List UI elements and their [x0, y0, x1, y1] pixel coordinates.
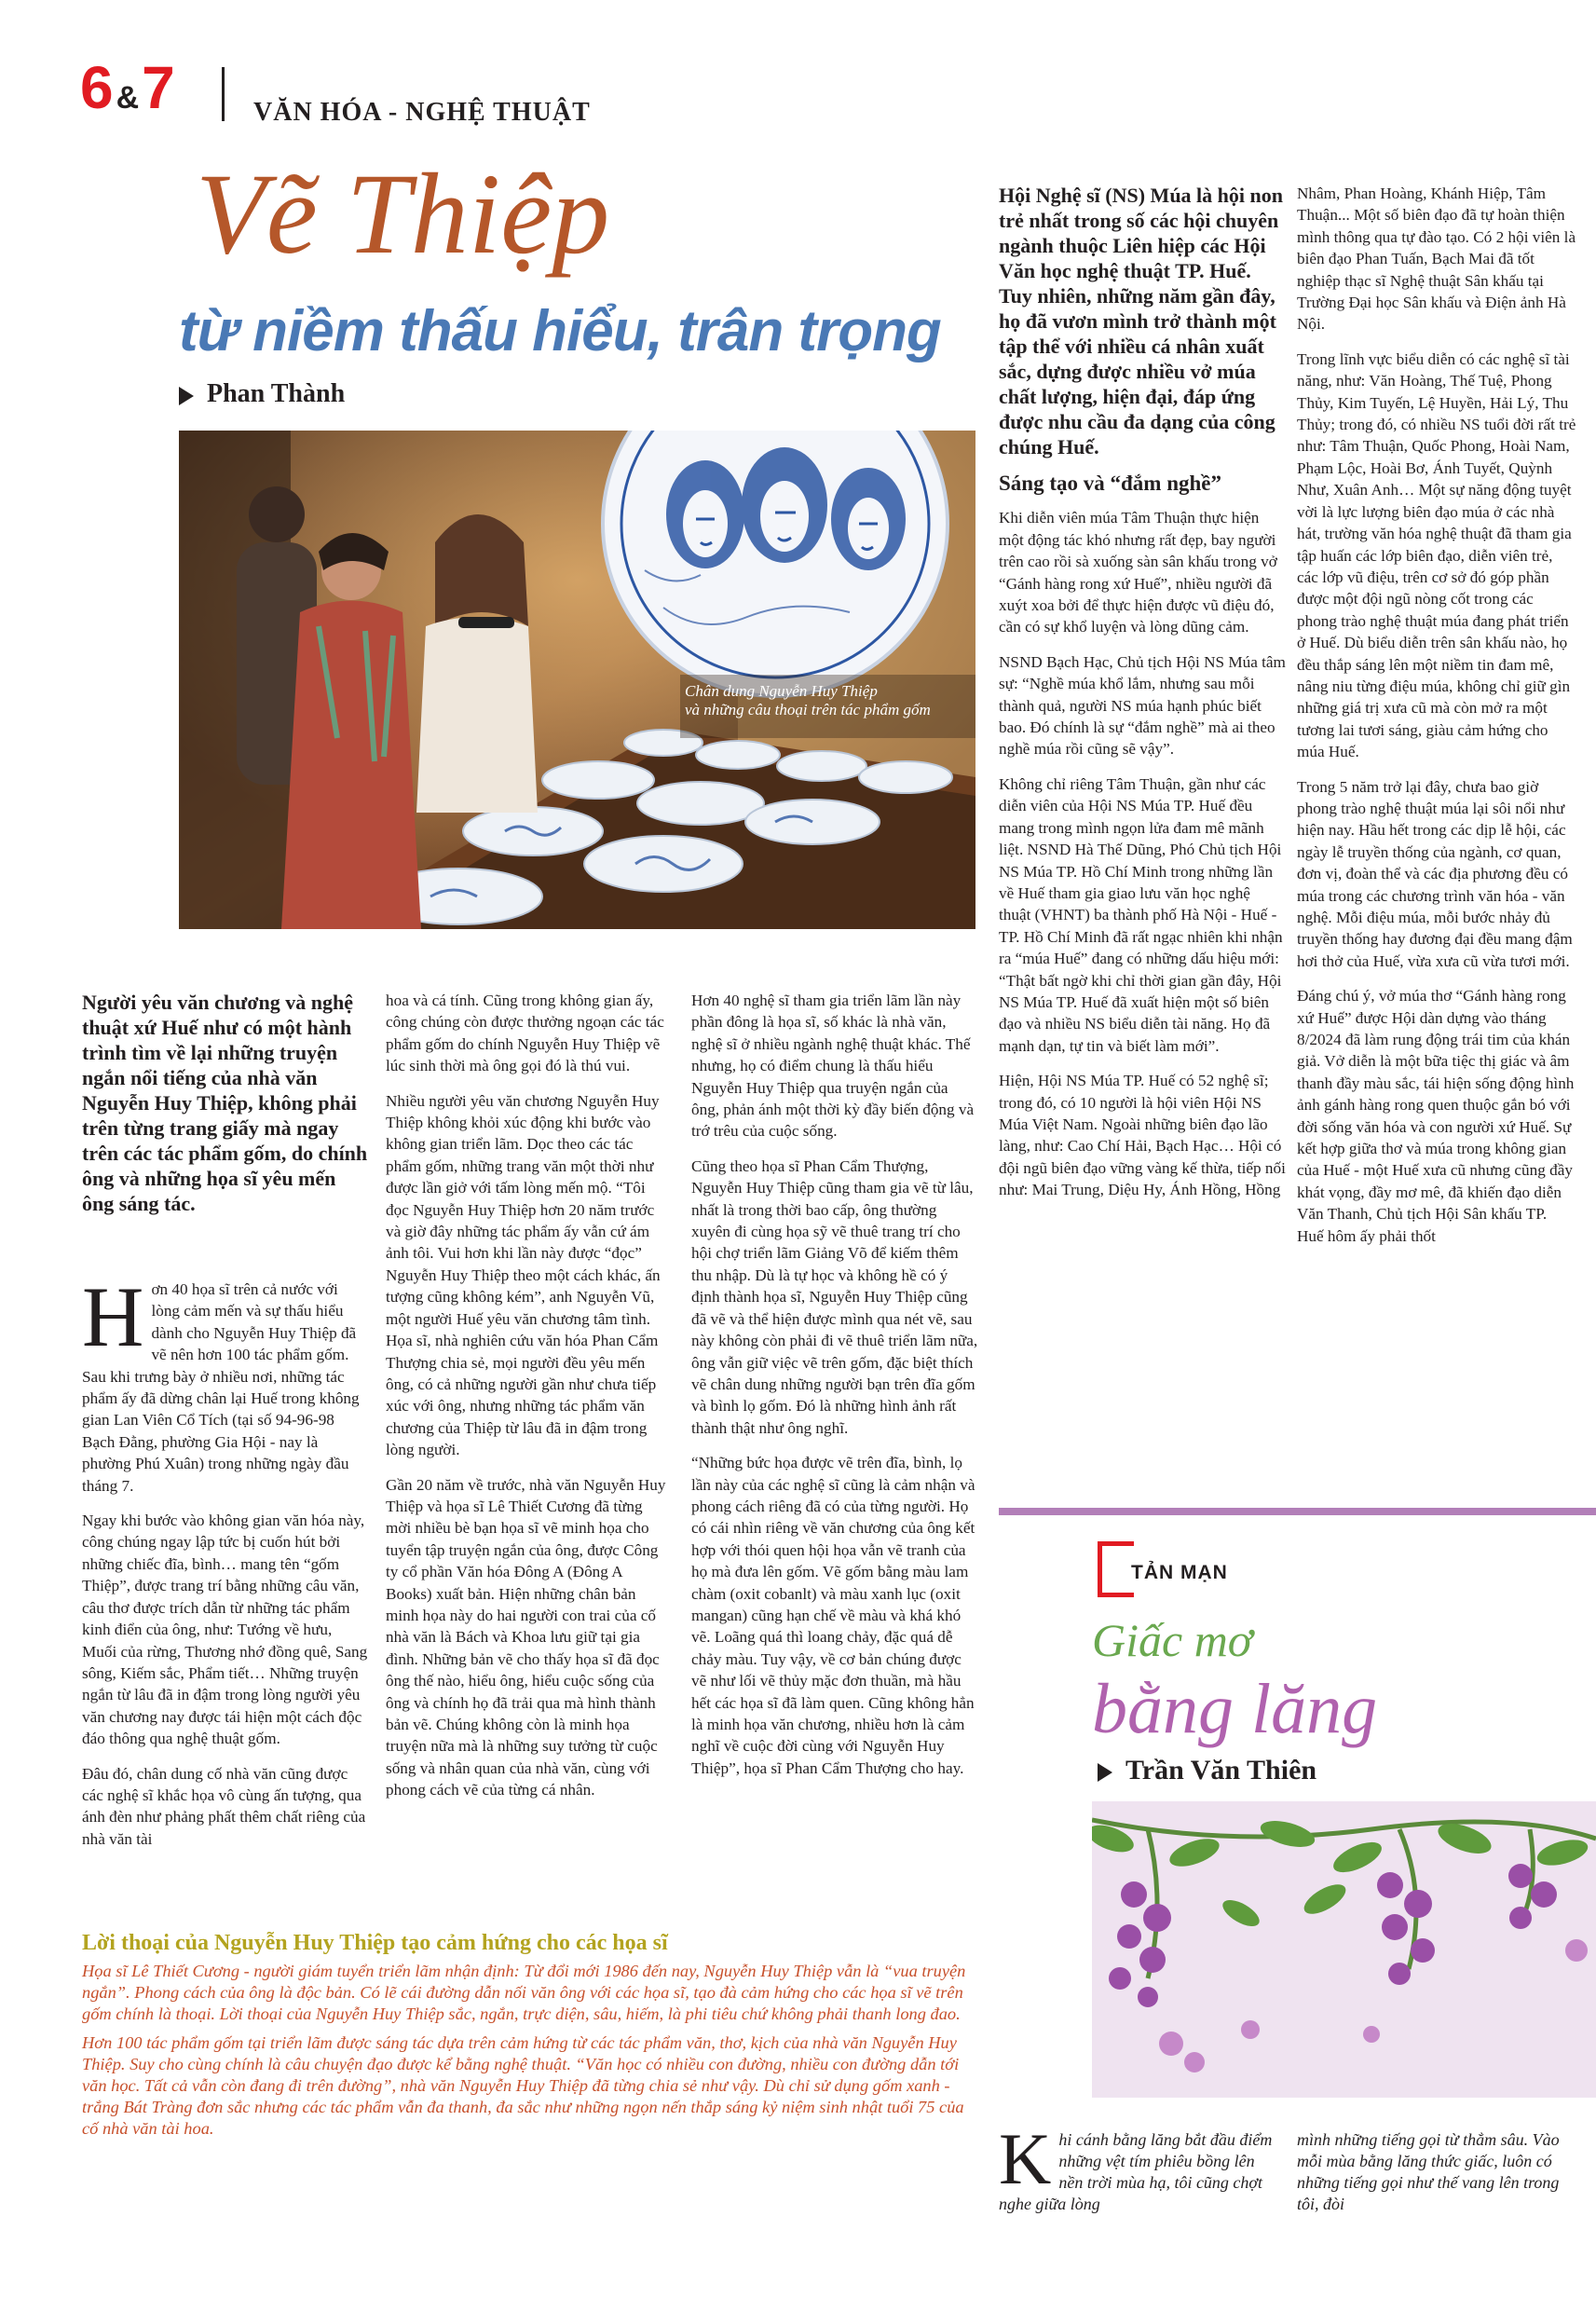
page-number-b: 7: [142, 54, 174, 121]
paragraph: Không chỉ riêng Tâm Thuận, gần như các diễn viên của Hội NS Múa TP. Huế đều mang trong mình ngọn lửa đam mê mãnh liệt. NSND Hà Thế Dũng, Phó Chủ tịch Hội NS Múa TP. Hồ Chí Minh trong những lần về Huế tham gia giao lưu văn học nghệ thuật (VHNT) ba thành phố Hà Nội - Huế - TP. Hồ Chí Minh đã rất ngạc nhiên khi nhận ra “múa Huế” đang có những dấu hiệu mới: “Thật bất ngờ khi chỉ thời gian gần đây, Hội NS Múa TP. Huế đã xuất hiện một số biên đạo và nhiều NS biểu diễn tài năng. Họ đã mạnh dạn, tự tin và biết làm mới”.: [999, 774, 1283, 1055]
paragraph: hoa và cá tính. Cũng trong không gian ấy, công chúng còn được thưởng ngoạn các tác phẩm gốm do chính Nguyễn Huy Thiệp vẽ lúc sinh thời mà ông gọi đó là thú vui.: [386, 992, 664, 1075]
article2-column-2: [1297, 183, 1576, 1260]
paragraph: Hơn 40 nghệ sĩ tham gia triển lãm lần này phần đông là họa sĩ, số khác là nhà văn, nghệ sĩ ở nhiều ngành nghệ thuật khác. Thế nhưng, họ có điểm chung là thấu hiểu Nguyễn Huy Thiệp qua truyện ngắn của ông, phản ánh một thời kỳ đầy biến động và trớ trêu của cuộc sống.: [691, 992, 975, 1141]
lagerstroemia-illustration: [1092, 1801, 1596, 2098]
author-name: Trần Văn Thiên: [1125, 1755, 1317, 1785]
sidebar-body: [82, 1961, 976, 2147]
article3-title-line-1: Giấc mơ: [1092, 1614, 1253, 1666]
article-lead: Người yêu văn chương và nghệ thuật xứ Huế như có một hành trình tìm về lại những truyện ngắn nổi tiếng của nhà văn Nguyễn Huy Thiệp, không phải trên từng trang giấy mà ngay trên các tác phẩm gốm, do chính ông và những họa sĩ yêu mến ông sáng tác.: [82, 991, 368, 1215]
sidebar-heading: Lời thoại của Nguyễn Huy Thiệp tạo cảm hứng cho các họa sĩ: [82, 1931, 668, 1955]
article-title: Vẽ Thiệp: [196, 150, 610, 278]
article-column-3: [691, 990, 978, 1792]
article2-column-1: [999, 183, 1286, 1214]
byline-triangle-icon: [179, 387, 194, 405]
article2-subheading: Sáng tạo và “đắm nghề”: [999, 472, 1221, 495]
article3-column-1: [999, 2118, 1278, 2215]
paragraph: Khi diễn viên múa Tâm Thuận thực hiện một động tác khó nhưng rất đẹp, bay người trên cao rồi sà xuống sàn sân khấu trong vở “Gánh hàng rong xứ Huế”, nhiều người đã xuýt xoa bởi để thực hiện được vũ điệu đó, cần có sự khổ luyện và lòng dũng cảm.: [999, 509, 1277, 636]
drop-cap: K: [999, 2118, 1052, 2199]
page-number: [80, 54, 174, 121]
drop-cap: H: [82, 1269, 144, 1364]
header-divider: [222, 67, 225, 121]
caption-line-2: và những câu thoại trên tác phẩm gốm: [685, 701, 931, 718]
caption-line-1: Chân dung Nguyễn Huy Thiệp: [685, 682, 878, 700]
exhibition-photo: [179, 431, 975, 929]
paragraph: Trong lĩnh vực biểu diễn có các nghệ sĩ tài năng, như: Văn Hoàng, Thế Tuệ, Phong Thủy, Kim Tuyến, Lệ Huyền, Hải Lý, Thu Thủy; trong đó, có nhiều NS tuổi đời rất trẻ như: Tâm Thuận, Quốc Phong, Hoài Nam, Phạm Lộc, Hoài Bơ, Ánh Tuyết, Quỳnh Như, Xuân Anh… Một sự năng động tuyệt vời là lực lượng biên đạo múa ở các nhà hát, trường văn hóa nghệ thuật đã tham gia tập huấn các lớp biên đạo, diễn viên trẻ, các lớp vũ điệu, trên cơ sở đó góp phần được một đội ngũ nòng cốt trong các phong trào nghệ thuật múa đang phát triển ở Huế. Dù biểu diễn trên sân khấu nào, họ đều thắp sáng lên một niềm tin đam mê, nâng niu từng điệu múa, không chỉ giữ gìn những giá trị xưa cũ mà còn mở ra một tương lai tươi sáng, giàu cảm hứng cho múa Huế.: [1297, 349, 1576, 761]
article-column-2: [386, 990, 670, 1814]
paragraph: Cũng theo họa sĩ Phan Cẩm Thượng, Nguyễn Huy Thiệp cũng tham gia vẽ từ lâu, nhất là trong thời bao cấp, ông thường xuyên đi cùng họa sỹ vẽ thuê trang trí cho hội chợ triển lãm Giảng Võ để kiếm thêm thu nhập. Dù là tự học và không hề có ý định thành họa sĩ, Nguyễn Huy Thiệp cũng đã vẽ và thể hiện được mình qua nét vẽ, sau này không còn phải đi vẽ thuê triển lãm nữa, ông vẫn giữ việc vẽ trên gốm, đặc biệt thích vẽ chân dung những người bạn trên đĩa gốm và bình lọ gốm. Đó là những hình ảnh rất thành thật như ông nghĩ.: [691, 1156, 978, 1437]
photo-caption: [685, 682, 974, 719]
author-name: Phan Thành: [207, 379, 346, 408]
page-number-amp: &: [116, 80, 139, 116]
article3-byline: [1098, 1755, 1316, 1786]
tan-man-bracket-icon: [1098, 1541, 1134, 1597]
article-byline: [179, 379, 345, 409]
paragraph-text: hi cánh bằng lăng bắt đầu điểm những vệt tím phiêu bồng lên nền trời mùa hạ, tôi cũng chợt nghe giữa lòng: [999, 2130, 1273, 2213]
paragraph: Đáng chú ý, vở múa thơ “Gánh hàng rong xứ Huế” được Hội dàn dựng vào tháng 8/2024 đã làm rung động trái tim của khán giả. Vở diễn là một bữa tiệc thị giác và âm thanh đầy màu sắc, tái hiện sống động hình ảnh gánh hàng rong quen thuộc gắn bó với đời sống văn hóa và con người xứ Huế. Sự kết hợp giữa thơ và múa trong không gian của Huế - một Huế xưa cũ nhưng cũng đầy khát vọng, đầy mơ mê, đã khiến đạo diễn Văn Thanh, Chủ tịch Hội Sân khấu TP. Huế hôm ấy phải thốt: [1297, 987, 1575, 1245]
paragraph: NSND Bạch Hạc, Chủ tịch Hội NS Múa tâm sự: “Nghề múa khổ lắm, nhưng sau mỗi thành quả, người NS múa hạnh phúc biết bao. Đó chính là sự “đắm nghề” mà ai theo nghề múa rồi cũng sẽ vậy”.: [999, 652, 1286, 759]
paragraph: Ngay khi bước vào không gian văn hóa này, công chúng ngay lập tức bị cuốn hút bởi những chiếc đĩa, bình… mang tên “gốm Thiệp”, được trang trí bằng những câu văn, câu thơ được trích dẫn từ những tác phẩm kinh điển của ông, như: Tướng về hưu, Muối của rừng, Thương nhớ đồng quê, Sang sông, Kiếm sắc, Phẩm tiết… Những truyện ngắn từ lâu đã in đậm trong lòng người yêu văn chương nay được tái hiện một cách độc đáo thông qua nghệ thuật gốm.: [82, 1512, 368, 1748]
paragraph: Hiện, Hội NS Múa TP. Huế có 52 nghệ sĩ; trong đó, có 10 người là hội viên Hội NS Múa Việt Nam. Ngoài những biên đạo lão làng, như: Cao Chí Hải, Bạch Hạc… Hội có đội ngũ biên đạo vững vàng kế thừa, tiếp nối như: Mai Trung, Diệu Hy, Ánh Hồng, Hồng: [999, 1072, 1286, 1199]
exhibition-photo-illustration: [179, 431, 975, 929]
article2-intro: Hội Nghệ sĩ (NS) Múa là hội non trẻ nhất trong số các hội chuyên ngành thuộc Liên hiệp các Hội Văn học nghệ thuật TP. Huế. Tuy nhiên, những năm gần đây, họ đã vươn mình trở thành một tập thể với nhiều cá nhân xuất sắc, dựng được nhiều vở múa chất lượng, hiện đại, đáp ứng được nhu cầu đa dạng của công chúng Huế.: [999, 184, 1283, 458]
page-number-a: 6: [80, 54, 113, 121]
byline-triangle-icon: [1098, 1763, 1112, 1782]
section-title: VĂN HÓA - NGHỆ THUẬT: [253, 98, 591, 127]
sidebar-paragraph: Họa sĩ Lê Thiết Cương - người giám tuyển triển lãm nhận định: Từ đổi mới 1986 đến nay, Nguyễn Huy Thiệp vẫn là “vua truyện ngắn”. Phong cách của ông là độc bản. Có lẽ cái đường dẫn nối văn ông với các họa sĩ, tạo đà cảm hứng cho các họa sĩ vẽ trên gốm chính là thoại. Lời thoại của Nguyễn Huy Thiệp sắc, ngắn, trực diện, sâu, hiếm, là phi tiêu chứ không phải thanh long đao.: [82, 1962, 966, 2023]
article-column-1: [82, 1269, 369, 1863]
paragraph-text: ơn 40 họa sĩ trên cả nước với lòng cảm mến và sự thấu hiểu dành cho Nguyễn Huy Thiệp đã vẽ nên hơn 100 tác phẩm gốm. Sau khi trưng bày ở nhiều nơi, những tác phẩm ấy đã dừng chân lại Huế trong không gian Lan Viên Cổ Tích (tại số 94-96-98 Bạch Đằng, phường Gia Hội - nay là phường Phú Xuân) trong những ngày đầu tháng 7.: [82, 1280, 360, 1495]
article3-title-line-2: bằng lăng: [1092, 1670, 1378, 1748]
section-divider: [999, 1508, 1596, 1515]
paragraph: Nhâm, Phan Hoàng, Khánh Hiệp, Tâm Thuận... Một số biên đạo đã tự hoàn thiện mình thông qua tự đào tạo. Có 2 hội viên là biên đạo Phan Tuấn, Bạch Mai đã tốt nghiệp thạc sĩ Nghệ thuật Sân khấu tại Trường Đại học Sân khấu và Điện ảnh Hà Nội.: [1297, 185, 1576, 334]
paragraph: Trong 5 năm trở lại đây, chưa bao giờ phong trào nghệ thuật múa lại sôi nổi như hiện nay. Hầu hết trong các dịp lễ hội, các ngày lễ truyền thống của ngành, cơ quan, đơn vị, đoàn thể và các địa phương đều có múa trong các chương trình văn hóa - văn nghệ. Mỗi điệu múa, mỗi bước nhảy đủ truyền thống hay đương đại đều mang đậm hơi thở của Huế, vừa xưa cũ vừa tươi mới.: [1297, 777, 1573, 970]
paragraph: “Những bức họa được vẽ trên đĩa, bình, lọ lần này của các nghệ sĩ cũng là cảm nhận và phong cách riêng đã có của từng người. Họ có cái nhìn riêng về văn chương của ông kết hợp với thói quen hội họa vẫn vẽ tranh của họ mà đưa lên gốm. Vẽ gốm bằng màu lam chàm (oxit cobanlt) và màu xanh lục (oxit mangan) cũng hạn chế về màu và khá khó vẽ. Loãng quá thì loang chảy, đặc quá dễ chảy màu. Tuy vậy, về cơ bản chúng được vẽ như lối vẽ thủy mặc đơn thuần, mà hầu hết các họa sĩ đã làm quen. Cũng không hẳn là minh họa văn chương, nhiều hơn là cảm nghĩ về cuộc đời cùng với Nguyễn Huy Thiệp”, họa sĩ Phan Cẩm Thượng cho hay.: [691, 1454, 975, 1777]
article-subtitle: từ niềm thấu hiểu, trân trọng: [179, 299, 941, 363]
paragraph: Gần 20 năm về trước, nhà văn Nguyễn Huy Thiệp và họa sĩ Lê Thiết Cương đã từng mời nhiều bè bạn họa sĩ vẽ minh họa cho tuyển tập truyện ngắn của ông, được Công ty cổ phần Văn hóa Đông A (Đông A Books) xuất bản. Hiện những chân bản minh họa này do hai người con trai của cố nhà văn là Bách và Khoa lưu giữ tại gia đình. Những bản vẽ cho thấy họa sĩ đã đọc ông thế nào, hiểu ông, hiểu cuộc sống của ông và chính họ đã trải qua mà hình thành bản vẽ. Chúng không còn là minh họa truyện nữa mà là những suy tưởng từ cuộc sống và nhân quan của nhà văn, cùng với phong cách vẽ của từng cá nhân.: [386, 1475, 666, 1799]
paragraph: Nhiều người yêu văn chương Nguyễn Huy Thiệp không khỏi xúc động khi bước vào không gian triển lãm. Dọc theo các tác phẩm gốm, những trang văn một thời như được lần giở với tấm lòng mến mộ. “Tôi đọc Nguyễn Huy Thiệp hơn 20 năm trước và giờ đây những tác phẩm ấy vẫn cứ ám ảnh tôi. Vui hơn khi lần này được “đọc” Nguyễn Huy Thiệp theo một cách khác, ấn tượng cũng không kém”, anh Nguyễn Vũ, một người Huế yêu văn chương tâm tình. Họa sĩ, nhà nghiên cứu văn hóa Phan Cẩm Thượng chia sẻ, mọi người đều yêu mến ông, có cả những người gần như chưa tiếp xúc với ông, nhưng những tác phẩm văn chương của Thiệp từ lâu đã in đậm trong lòng người.: [386, 1091, 661, 1459]
flower-branch-illustration: [1092, 1801, 1596, 2098]
tan-man-label: TẢN MẠN: [1131, 1562, 1228, 1583]
article3-column-2: mình những tiếng gọi từ thẳm sâu. Vào mỗi mùa bằng lăng thức giấc, luôn có những tiếng gọi như thế vang lên trong tôi, đòi: [1297, 2130, 1560, 2213]
paragraph: Đâu đó, chân dung cố nhà văn cũng được các nghệ sĩ khắc họa vô cùng ấn tượng, qua ánh đèn như phảng phất thêm chất riêng của nhà văn tài: [82, 1764, 366, 1848]
paragraph: [82, 1269, 369, 1497]
sidebar-paragraph: Hơn 100 tác phẩm gốm tại triển lãm được sáng tác dựa trên cảm hứng từ các tác phẩm văn, thơ, kịch của nhà văn Nguyễn Huy Thiệp. Suy cho cùng chính là câu chuyện đạo được kể bằng nghệ thuật. “Văn học có nhiều con đường, nhiều con đường dẫn tới văn học. Tất cả vẫn còn đang đi trên đường”, nhà văn Nguyễn Huy Thiệp đã từng chia sẻ như vậy. Dù chỉ sử dụng gốm xanh - trắng Bát Tràng đơn sắc nhưng các tác phẩm vẫn đa thanh, đa sắc như những ngọn nến thắp sáng kỷ niệm sinh nhật tuổi 75 của cố nhà văn tài hoa.: [82, 2033, 964, 2138]
